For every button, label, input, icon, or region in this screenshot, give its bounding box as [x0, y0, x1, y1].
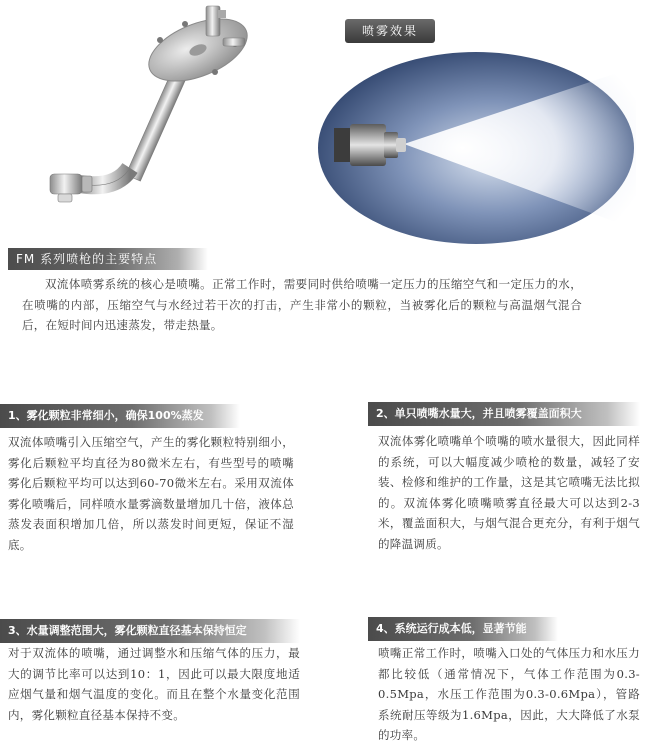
main-section-title: FM 系列喷枪的主要特点 [8, 248, 208, 270]
spray-gun-illustration [20, 0, 280, 240]
feature-title-4: 4、系统运行成本低，显著节能 [368, 617, 558, 641]
feature-title-2: 2、单只喷嘴水量大，并且喷雾覆盖面积大 [368, 402, 640, 426]
feature-text-1: 双流体喷嘴引入压缩空气，产生的雾化颗粒特别细小，雾化后颗粒平均直径为80微米左右，有些型号的喷嘴雾化后颗粒平均可以达到60-70微米左右。采用双流体雾化喷嘴后，同样喷水量雾滴数量增加几十倍，液体总蒸发表面积增加几倍，所以蒸发时间更短，保证不湿底。 [8, 435, 294, 552]
feature-text-4: 喷嘴正常工作时，喷嘴入口处的气体压力和水压力都比较低（通常情况下，气体工作范围为0.3-0.5Mpa，水压工作范围为0.3-0.6Mpa），管路系统耐压等级为1.6Mpa，因此，大大降低了水泵的功率。 [378, 646, 640, 742]
feature-text-2: 双流体雾化喷嘴单个喷嘴的喷水量很大，因此同样的系统，可以大幅度减少喷枪的数量，减轻了安装、检修和维护的工作量，这是其它喷嘴无法比拟的。双流体雾化喷嘴喷雾直径最大可以达到2-3米，覆盖面积大，与烟气混合更充分，有利于烟气的降温调质。 [378, 434, 640, 551]
feature-title-3: 3、水量调整范围大，雾化颗粒直径基本保持恒定 [0, 619, 300, 643]
feature-text-3: 对于双流体的喷嘴，通过调整水和压缩气体的压力，最大的调节比率可以达到10：1，因此可以最大限度地适应烟气量和烟气温度的变化。而且在整个水量变化范围内，雾化颗粒直径基本保持不变。 [8, 646, 300, 722]
feature-title-1: 1、雾化颗粒非常细小，确保100%蒸发 [0, 404, 240, 428]
spray-effect-photo [316, 48, 636, 248]
intro-paragraph: 双流体喷雾系统的核心是喷嘴。正常工作时，需要同时供给喷嘴一定压力的压缩空气和一定压力的水，在喷嘴的内部，压缩空气与水经过若干次的打击，产生非常小的颗粒，当被雾化后的颗粒与高温烟气混合后，在短时间内迅速蒸发，带走热量。 [22, 277, 582, 332]
spray-effect-title: 喷雾效果 [345, 19, 435, 43]
